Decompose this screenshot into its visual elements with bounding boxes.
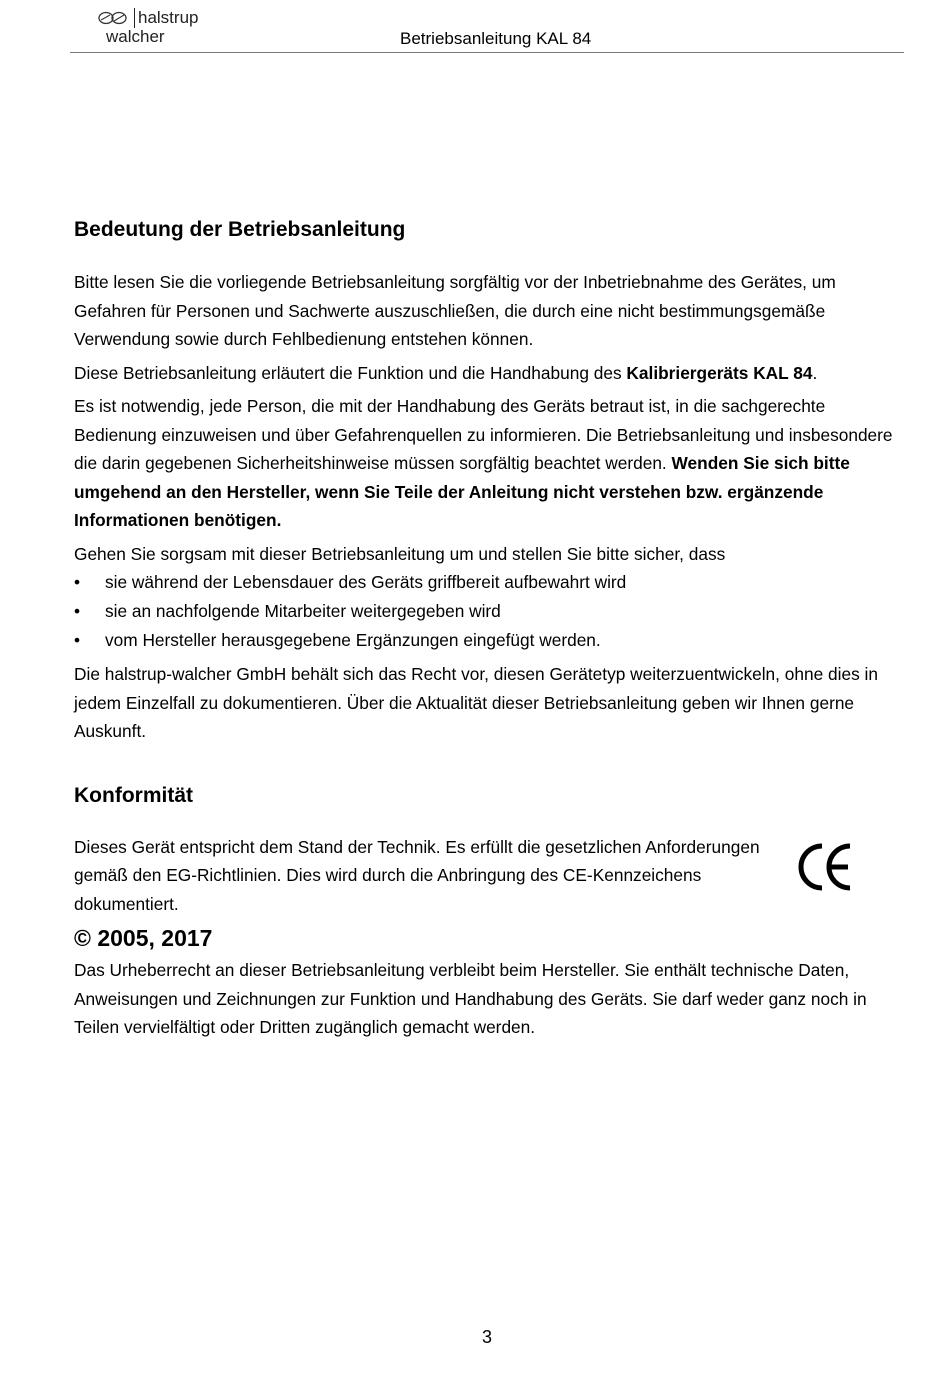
text-end: .	[812, 362, 818, 383]
contact-notice: Wenden Sie sich bitte umgehend an den Hersteller, wenn Sie Teile der Anleitung nicht verstehen bzw. ergänzende Informationen benötigen.	[74, 453, 850, 530]
list-item: • vom Hersteller herausgegebene Ergänzungen eingefügt werden.	[74, 626, 904, 655]
paragraph-conformity-line2: gemäß den EG-Richtlinien. Dies wird durch die Anbringung des CE-Kennzeichens	[74, 865, 702, 885]
copyright-heading: © 2005, 2017	[74, 925, 213, 951]
logo-text-walcher: walcher	[106, 27, 165, 46]
page-number: 3	[481, 1327, 492, 1347]
paragraph-conformity-line1: Dieses Gerät entspricht dem Stand der Technik. Es erfüllt die gesetzlichen Anforderungen	[74, 836, 760, 857]
document-title: Betriebsanleitung KAL 84	[400, 29, 592, 48]
text: Diese Betriebsanleitung erläutert die Funktion und die Handhabung des	[74, 362, 627, 383]
paragraph-rights: Die halstrup-walcher GmbH behält sich das Recht vor, diesen Gerätetyp weiterzuentwickeln, ohne dies in jedem Einzelfall zu dokumentieren. Über die Aktualität dieser Betriebsanleitung geben wir Ihnen gerne Auskunft.	[74, 664, 878, 741]
paragraph-intro: Bitte lesen Sie die vorliegende Betriebsanleitung sorgfältig vor der Inbetriebnahme des Gerätes, um Gefahren für Personen und Sachwerte auszuschließen, die durch eine nicht bestimmungsgemäße Verwendung sowie durch Fehlbedienung entstehen können.	[74, 272, 836, 349]
list-item: • sie während der Lebensdauer des Geräts griffbereit aufbewahrt wird	[74, 568, 904, 597]
page-content	[74, 216, 904, 1042]
paragraph-conformity-line3: dokumentiert.	[74, 893, 179, 914]
conformity-block	[74, 833, 904, 919]
paragraph-copyright: Das Urheberrecht an dieser Betriebsanleitung verbleibt beim Hersteller. Sie enthält technische Daten, Anweisungen und Zeichnungen zur Funktion und Handhabung des Geräts. Sie darf weder ganz noch in Teilen vervielfältigt oder Dritten zugänglich gemacht werden.	[74, 960, 867, 1037]
logo-text-halstrup: halstrup	[134, 8, 198, 28]
logo-symbol-icon	[98, 11, 128, 25]
paragraph-function	[74, 359, 904, 388]
care-list	[74, 568, 904, 655]
halstrup-walcher-logo	[98, 8, 228, 50]
paragraph-instruction	[74, 392, 904, 535]
section-heading-konformitaet: Konformität	[74, 783, 193, 807]
device-name: Kalibriergeräts KAL 84	[626, 362, 813, 383]
page-header	[70, 8, 904, 53]
text: Es ist notwendig, jede Person, die mit der Handhabung des Geräts betraut ist, in die sachgerechte Bedienung einzuweisen und über Gefahrenquellen zu informieren. Die Betriebsanleitung und insbesondere die darin gegebenen Sicherheitshinweise müssen sorgfältig beachtet werden.	[74, 396, 893, 473]
list-item: • sie an nachfolgende Mitarbeiter weitergegeben wird	[74, 597, 904, 626]
section-heading-betriebsanleitung: Bedeutung der Betriebsanleitung	[74, 218, 406, 241]
paragraph-care: Gehen Sie sorgsam mit dieser Betriebsanleitung um und stellen Sie bitte sicher, dass	[74, 543, 726, 564]
ce-mark-icon	[798, 841, 854, 893]
